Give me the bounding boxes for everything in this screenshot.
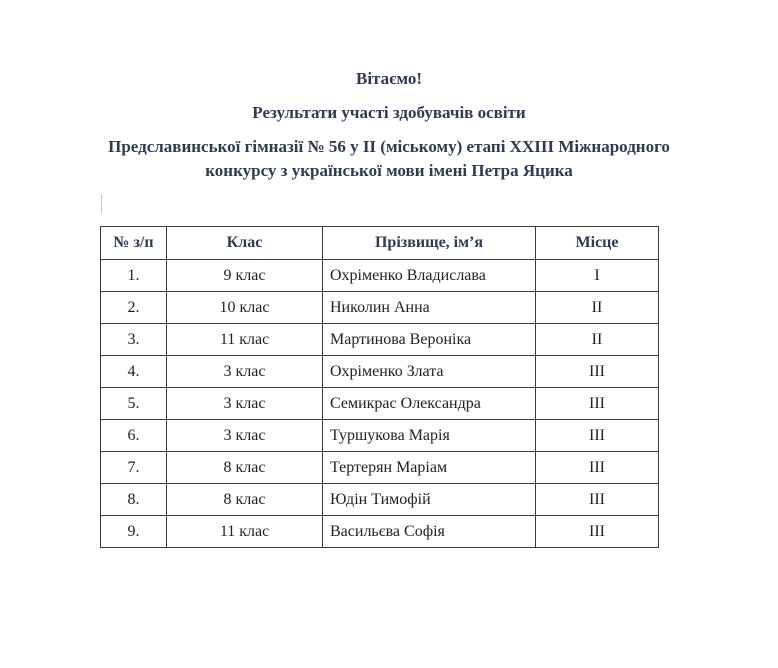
header-name: Прізвище, ім’я <box>323 227 536 260</box>
title-line-1: Предславинської гімназії № 56 у ІІ (міському) етапі ХХІІІ Міжнародного <box>108 137 670 156</box>
row-number: 4. <box>101 356 167 388</box>
row-name: Туршукова Марія <box>323 420 536 452</box>
row-name: Николин Анна <box>323 292 536 324</box>
header-number: № з/п <box>101 227 167 260</box>
row-number: 6. <box>101 420 167 452</box>
results-subtitle: Результати участі здобувачів освіти <box>252 103 526 122</box>
row-number: 9. <box>101 516 167 548</box>
table-row <box>101 260 659 292</box>
header-place: Місце <box>536 227 659 260</box>
row-number: 3. <box>101 324 167 356</box>
row-place: І <box>536 260 659 292</box>
greeting-heading: Вітаємо! <box>356 69 422 88</box>
table-row <box>101 292 659 324</box>
row-name: Васильєва Софія <box>323 516 536 548</box>
title-line-2: конкурсу з української мови імені Петра Яцика <box>205 161 573 180</box>
row-class: 8 клас <box>167 452 323 484</box>
row-number: 8. <box>101 484 167 516</box>
row-class: 3 клас <box>167 388 323 420</box>
row-number: 2. <box>101 292 167 324</box>
text-cursor <box>101 194 102 213</box>
table-row <box>101 356 659 388</box>
row-class: 8 клас <box>167 484 323 516</box>
row-place: ІІІ <box>536 484 659 516</box>
header-class: Клас <box>167 227 323 260</box>
row-class: 10 клас <box>167 292 323 324</box>
row-name: Мартинова Вероніка <box>323 324 536 356</box>
table-row <box>101 420 659 452</box>
row-name: Охріменко Злата <box>323 356 536 388</box>
table-row <box>101 388 659 420</box>
row-name: Семикрас Олександра <box>323 388 536 420</box>
row-place: ІІІ <box>536 516 659 548</box>
row-place: ІІІ <box>536 452 659 484</box>
row-place: ІІІ <box>536 388 659 420</box>
row-place: ІІ <box>536 324 659 356</box>
row-class: 11 клас <box>167 516 323 548</box>
table-header-row <box>101 227 659 260</box>
row-number: 5. <box>101 388 167 420</box>
table-row <box>101 452 659 484</box>
row-class: 3 клас <box>167 420 323 452</box>
row-number: 7. <box>101 452 167 484</box>
row-number: 1. <box>101 260 167 292</box>
row-place: ІІ <box>536 292 659 324</box>
row-name: Охріменко Владислава <box>323 260 536 292</box>
table-row <box>101 324 659 356</box>
row-class: 11 клас <box>167 324 323 356</box>
results-table <box>100 226 659 548</box>
row-place: ІІІ <box>536 356 659 388</box>
row-class: 9 клас <box>167 260 323 292</box>
row-class: 3 клас <box>167 356 323 388</box>
row-name: Тертерян Маріам <box>323 452 536 484</box>
row-name: Юдін Тимофій <box>323 484 536 516</box>
row-place: ІІІ <box>536 420 659 452</box>
table-row <box>101 516 659 548</box>
table-row <box>101 484 659 516</box>
